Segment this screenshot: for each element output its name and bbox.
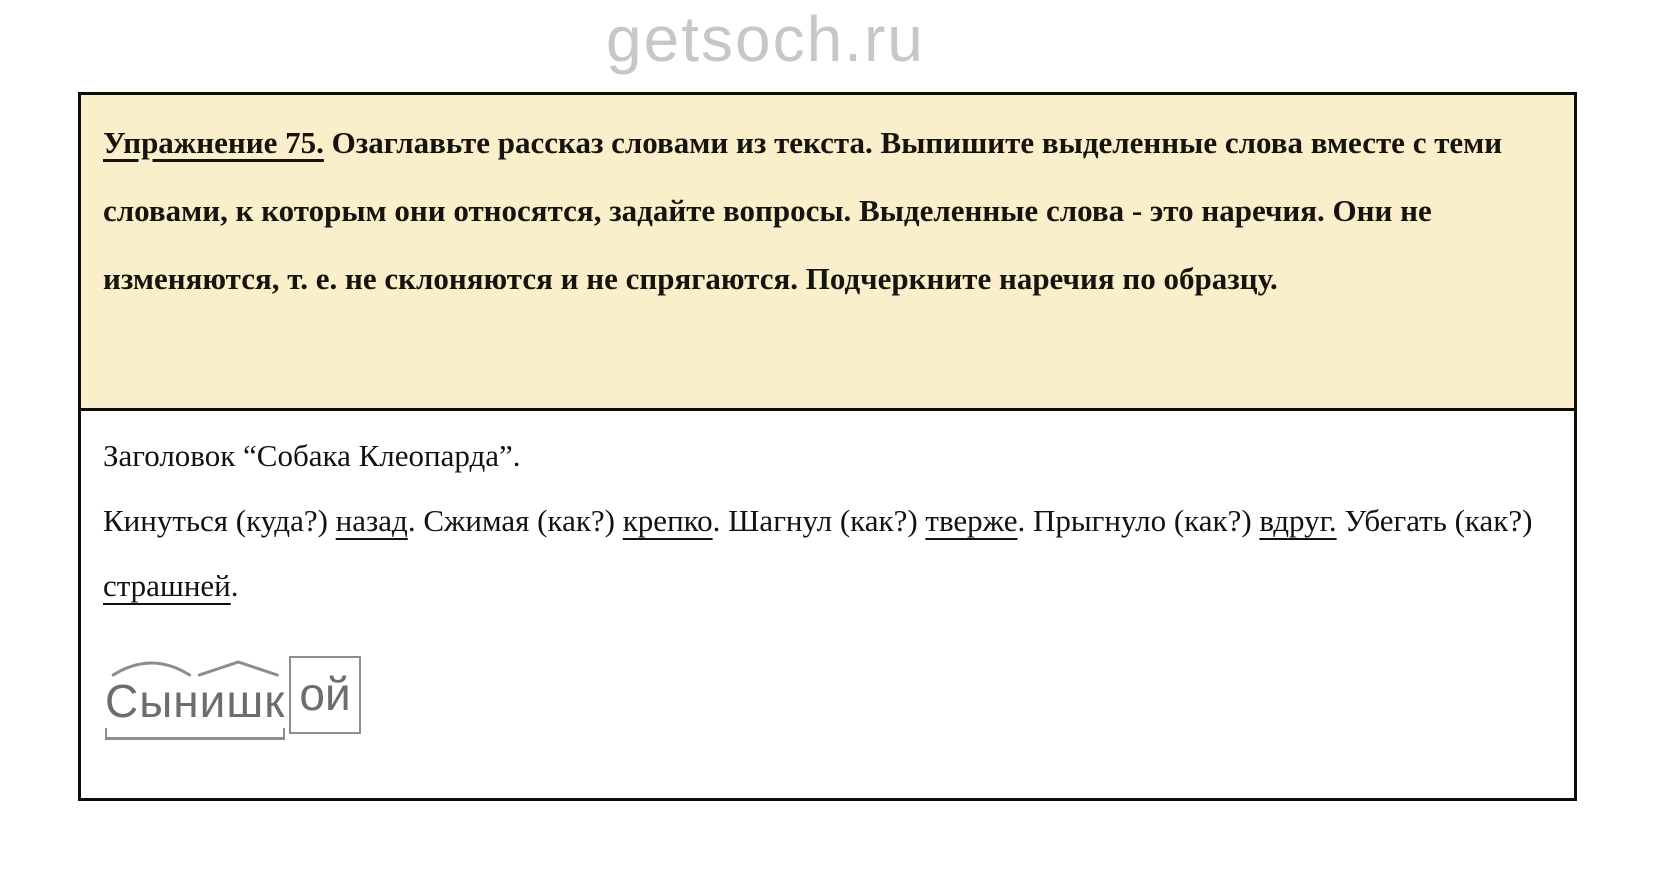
task-section (81, 95, 1574, 411)
watermark-top: getsoch.ru (606, 3, 925, 75)
underlined-adverb: назад (335, 503, 408, 538)
plain-text: . Шагнул (как?) (712, 503, 926, 538)
underlined-adverb: тверже (925, 503, 1018, 538)
plain-text: Кинуться (куда?) (103, 503, 336, 538)
underlined-adverb: вдруг. (1259, 503, 1337, 538)
morpheme-marks (105, 657, 285, 677)
underlined-adverb: крепко (622, 503, 713, 538)
plain-text: . (230, 568, 239, 603)
answer-section (81, 411, 1574, 798)
answer-sentences (103, 488, 1548, 618)
exercise-number-label: Упражнение 75. (103, 125, 324, 160)
plain-text: . Прыгнуло (как?) (1017, 503, 1260, 538)
task-instructions: Озаглавьте рассказ словами из текста. Выпишите выделенные слова вместе с теми словами, к которым они относятся, задайте вопросы. Выделенные слова - это наречия. Они не изменяются, т. е. не склоняются и не спрягаются. Подчеркните наречия по образцу. (103, 125, 1503, 296)
ending-box: ой (289, 656, 360, 734)
plain-text: Убегать (как?) (1336, 503, 1533, 538)
answer-title-line: Заголовок “Собака Клеопарда”. (103, 438, 521, 473)
word-analysis-figure (105, 656, 361, 740)
plain-text: . Сжимая (как?) (407, 503, 623, 538)
suffix-caret-icon (195, 659, 282, 677)
exercise-card (78, 92, 1577, 801)
underlined-adverb: страшней (103, 568, 231, 603)
task-text (103, 109, 1548, 313)
word-stem-text: Сынишк (105, 674, 286, 727)
stem-underline (105, 728, 285, 740)
word-stem-group (105, 657, 285, 740)
root-arc-icon (109, 659, 194, 677)
